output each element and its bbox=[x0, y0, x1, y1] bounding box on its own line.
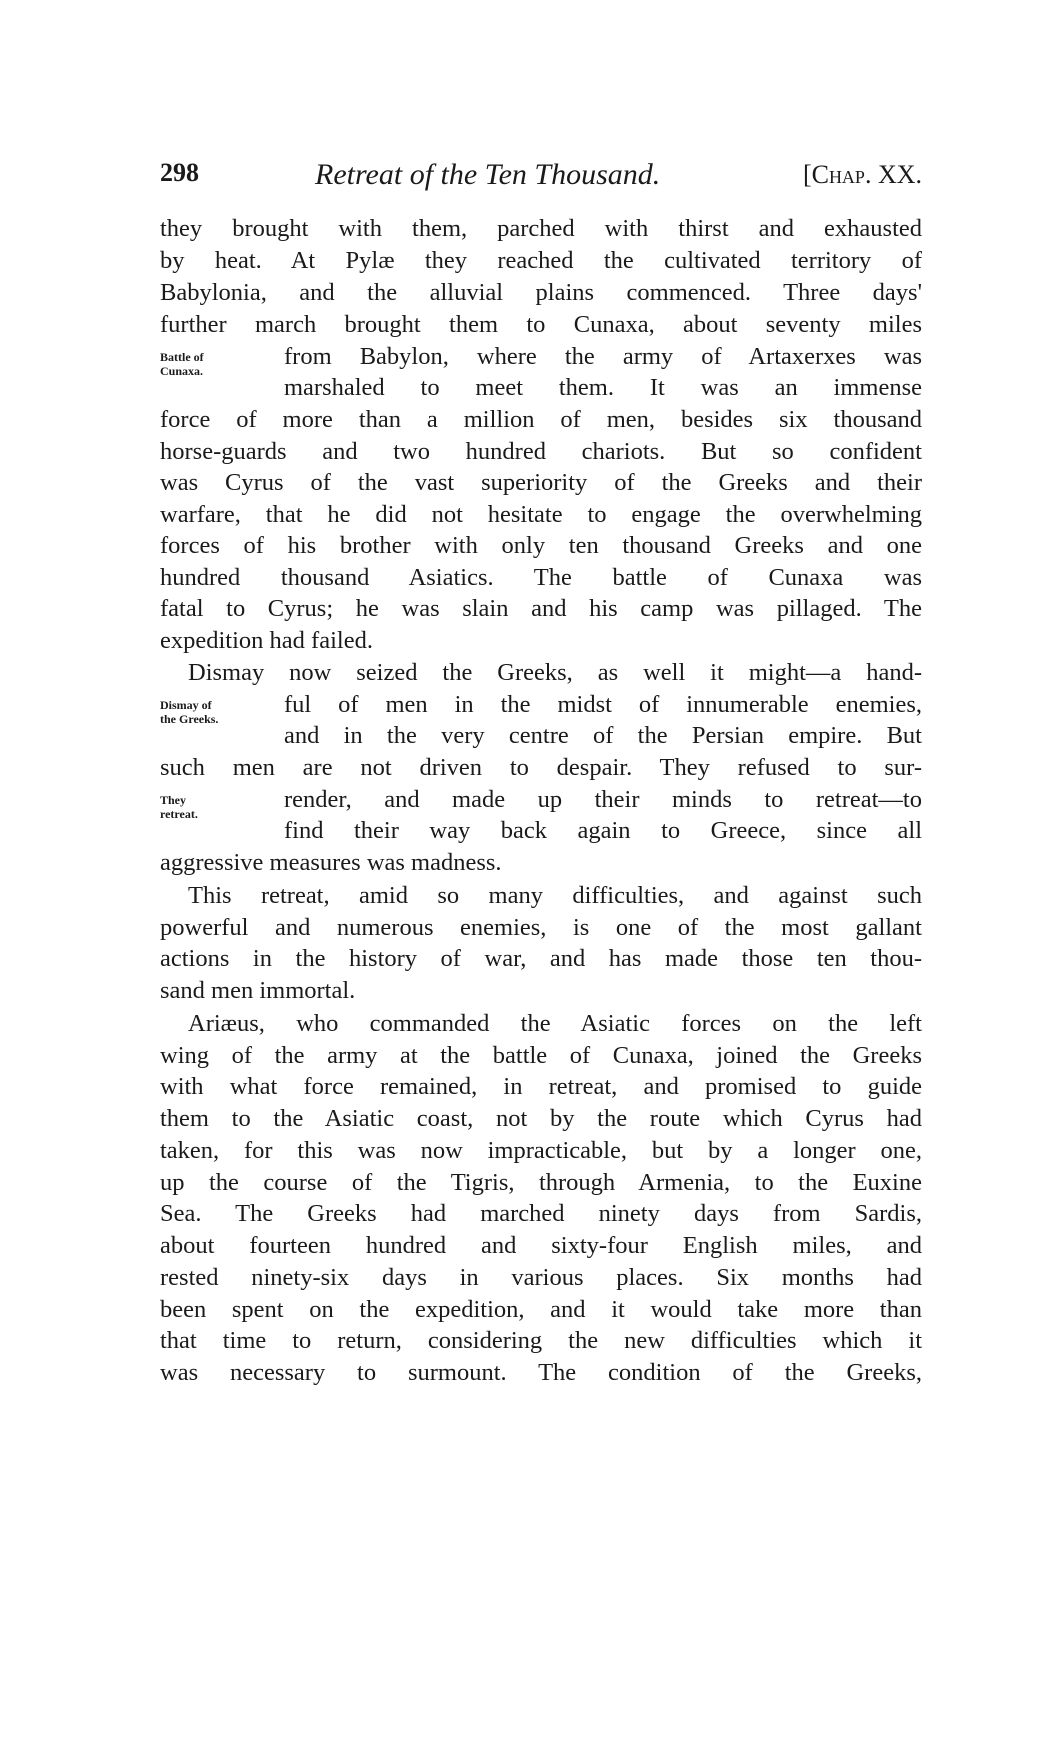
text-line: wing of the army at the battle of Cunaxa, joined the Greeks bbox=[160, 1042, 922, 1069]
text-line: Babylonia, and the alluvial plains commenced. Three days' bbox=[160, 279, 922, 306]
text-line: been spent on the expedition, and it would take more than bbox=[160, 1296, 922, 1323]
text-line: up the course of the Tigris, through Armenia, to the Euxine bbox=[160, 1169, 922, 1196]
page-number: 298 bbox=[160, 158, 199, 187]
text-line: and in the very centre of the Persian empire. But bbox=[284, 722, 922, 749]
text-line: render, and made up their minds to retreat—to bbox=[284, 786, 922, 813]
text-line: Sea. The Greeks had marched ninety days from Sardis, bbox=[160, 1200, 922, 1227]
text-line: hundred thousand Asiatics. The battle of Cunaxa was bbox=[160, 564, 922, 591]
text-line: actions in the history of war, and has made those ten thou- bbox=[160, 945, 922, 972]
text-line: fatal to Cyrus; he was slain and his camp was pillaged. The bbox=[160, 595, 922, 622]
sidenote-battle-of-cunaxa bbox=[160, 350, 270, 378]
text-line: find their way back again to Greece, since all bbox=[284, 817, 922, 844]
text-line: sand men immortal. bbox=[160, 977, 356, 1004]
text-line: was necessary to surmount. The condition of the Greeks, bbox=[160, 1359, 922, 1386]
text-line: warfare, that he did not hesitate to engage the overwhelming bbox=[160, 501, 922, 528]
text-line: powerful and numerous enemies, is one of the most gallant bbox=[160, 914, 922, 941]
sidenote-line: Dismay of bbox=[160, 698, 212, 712]
sidenote-line: Battle of bbox=[160, 350, 204, 364]
text-line: ful of men in the midst of innumerable enemies, bbox=[284, 691, 922, 718]
text-line: rested ninety-six days in various places. Six months had bbox=[160, 1264, 922, 1291]
text-line: marshaled to meet them. It was an immense bbox=[284, 374, 922, 401]
text-line: such men are not driven to despair. They refused to sur- bbox=[160, 754, 922, 781]
text-line: further march brought them to Cunaxa, about seventy miles bbox=[160, 311, 922, 338]
text-line: them to the Asiatic coast, not by the route which Cyrus had bbox=[160, 1105, 922, 1132]
text-line: by heat. At Pylæ they reached the cultivated territory of bbox=[160, 247, 922, 274]
sidenote-dismay-of-the-greeks bbox=[160, 698, 270, 726]
chapter-label: [Chap. XX. bbox=[802, 160, 922, 189]
text-line: This retreat, amid so many difficulties, and against such bbox=[188, 882, 922, 909]
text-line: aggressive measures was madness. bbox=[160, 849, 502, 876]
text-line: Ariæus, who commanded the Asiatic forces on the left bbox=[188, 1010, 922, 1037]
sidenote-line: They bbox=[160, 793, 187, 807]
text-line: taken, for this was now impracticable, but by a longer one, bbox=[160, 1137, 922, 1164]
text-line: was Cyrus of the vast superiority of the Greeks and their bbox=[160, 469, 922, 496]
text-line: they brought with them, parched with thirst and exhausted bbox=[160, 215, 922, 242]
text-line: about fourteen hundred and sixty-four English miles, and bbox=[160, 1232, 922, 1259]
sidenote-line: retreat. bbox=[160, 807, 198, 821]
sidenote-they-retreat bbox=[160, 793, 270, 821]
page-header bbox=[160, 158, 922, 198]
text-line: from Babylon, where the army of Artaxerxes was bbox=[284, 343, 922, 370]
running-title: Retreat of the Ten Thousand. bbox=[315, 158, 661, 191]
text-line: force of more than a million of men, besides six thousand bbox=[160, 406, 922, 433]
sidenote-line: Cunaxa. bbox=[160, 364, 204, 378]
text-line: expedition had failed. bbox=[160, 627, 373, 654]
text-line: with what force remained, in retreat, and promised to guide bbox=[160, 1073, 922, 1100]
text-line: Dismay now seized the Greeks, as well it might—a hand- bbox=[188, 659, 922, 686]
text-line: horse-guards and two hundred chariots. But so confident bbox=[160, 438, 922, 465]
sidenote-line: the Greeks. bbox=[160, 712, 219, 726]
text-line: that time to return, considering the new difficulties which it bbox=[160, 1327, 922, 1354]
text-line: forces of his brother with only ten thousand Greeks and one bbox=[160, 532, 922, 559]
